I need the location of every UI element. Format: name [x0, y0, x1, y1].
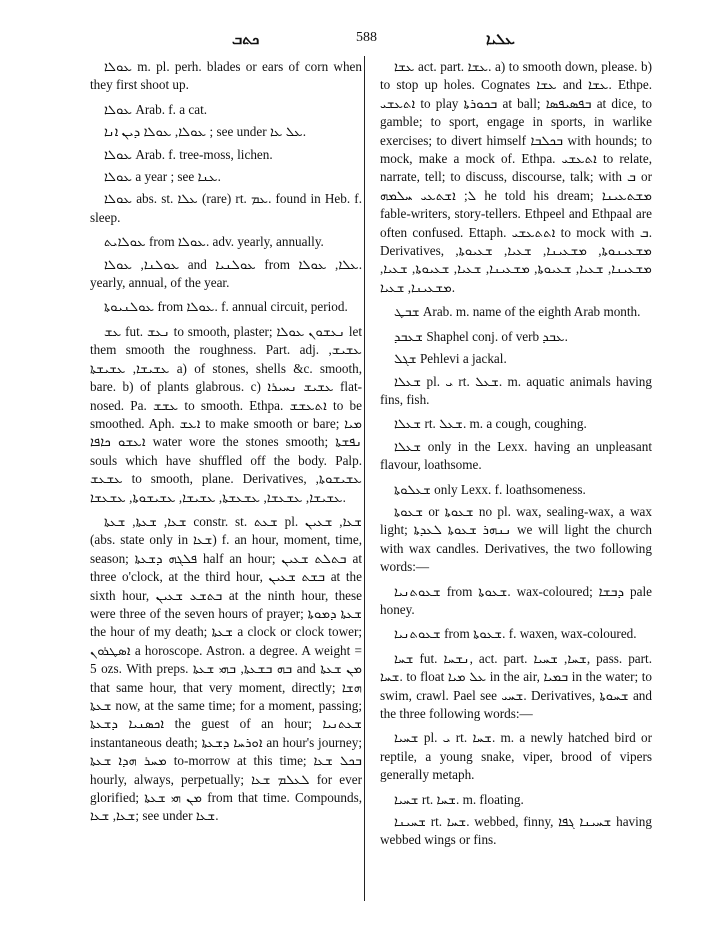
entry: ܥܘܠܢܐ, ܥܘܠܐ and ܥܘܠܢܝܐ from ܥܠܐ, ܥܘܠܐ. yearly, annual, of the year. — [90, 256, 362, 291]
entry: ܥܘܠܐܝܬ from ܥܘܠܐ. adv. yearly, annually. — [104, 234, 324, 250]
entry: ܫܥܘܬܐ or ܫܥܘܬܐ no pl. wax, sealing-wax, a wax light; ܢܢܗܪ ܫܥܘܬܐ ܠܥܕܬܐ we will light the church with wax candles. Derivatives, the two following words:— — [380, 503, 653, 575]
entry: ܫܓܠ Pehlevi a jackal. — [394, 351, 507, 367]
entry: ܫܥܠܘܬܐ only Lexx. f. loathsomeness. — [394, 481, 586, 497]
entry: ܥܘܠܐ m. pl. perh. blades or ears of corn when they first shoot up. — [90, 59, 362, 93]
entry: ܫܒܛ Arab. m. name of the eighth Arab month. — [394, 304, 641, 320]
left-column — [90, 58, 362, 832]
entry: ܥܘܠܐ Arab. f. tree-moss, lichen. — [104, 146, 273, 162]
right-column — [380, 58, 652, 856]
entry: ܥܫܐ act. part. ܥܫܐ. a) to smooth down, please. b) to stop up holes. Cognates ܥܫܐ and ܥܫܐ. Ethpe. ܐܬܥܫܝ to play ܒܟܘܪܬܐ at ball; ܒܦܣܝܦܣܐ at dice, to gamble; to sport, engage in sports, in warlike exercises; to divert himself ܒܟܠܒܐ with hounds; to mock, make a mock of. Ethpa. ܐܬܥܫܝ to relate, narrate, tell; to discuss, discourse, talk; with ܒ or ܠ; ܐܫܬܥܝ ܚܠܡܗ he told his dream; ܡܫܬܥܝܢܐ fable-writers, story-tellers. Ethpeel and Ethpaal are often confused. Ettaph. ܐܬܬܥܫܝ to mock with ܒ. Derivatives, ܡܫܥܝܢܘܬܐ, ܡܫܥܝܢܐ, ܫܥܝܐ, ܫܥܝܘܬܐ, ܡܫܥܝܢܐ, ܫܥܝܐ, ܫܥܝܘܬܐ, ܡܫܥܝܢܐ, ܫܥܝܐ, ܫܥܝܘܬܐ, ܫܥܝܐ, ܡܫܥܝܢܐ, ܫܥܝܐ. — [380, 59, 653, 295]
header-catchword-left: ܟܬܒ — [232, 30, 260, 48]
entry: ܥܘܠܐ a year ; see ܥܢܐ. — [104, 169, 221, 185]
entry: ܫܥܠܐ only in the Lexx. having an unpleasant flavour, loathsome. — [380, 438, 652, 473]
entry: ܫܥܠܐ rt. ܫܥܠ. m. a cough, coughing. — [394, 416, 587, 432]
entry: ܫܚܝܢܐ rt. ܫܚܐ. webbed, finny, ܫܚܝܢܐ ܓܦܐ having webbed wings or fins. — [380, 814, 652, 848]
entry: ܫܚܐ fut. ܢܫܚܐ, act. part. ܫܚܐ, ܫܚܝܐ, pass. part. ܫܚܐ. to float ܥܠ ܡܝܐ in the air, ܒܡܝܐ in the water; to swim, crawl. Pael see ܫܚܝ. Derivatives, ܫܚܘܬܐ and the three following words:— — [380, 650, 653, 721]
entry: ܥܘܠܐ, ܥܘܠܐ ܕܝܢ ܐܢܐ ; see under ܥܠ ܥܐ. — [104, 124, 307, 140]
column-divider — [364, 56, 365, 901]
header-catchword-right: ܥܠܝܐ — [486, 30, 515, 48]
page-number: 588 — [356, 30, 377, 45]
entry: ܫܥܘܬܢܝܐ from ܫܥܘܬܐ. wax-coloured; ܕܒܫܐ pale honey. — [380, 583, 652, 617]
entry: ܫܥܘܬܢܝܐ from ܫܥܘܬܐ. f. waxen, wax-coloured. — [394, 626, 637, 642]
entry: ܫܚܝܐ pl. ܝ rt. ܫܚܐ. m. a newly hatched bird or reptile, a young snake, viper, brood of vipers generally metaph. — [380, 730, 653, 783]
entry: ܫܥܐ, ܫܥܬܐ, ܫܥܬܐ constr. st. ܫܥܬ pl. ܫܥܐ, ܫܥܝܢ (abs. state only in ܫܥܐ) f. an hour, moment, time, season; ܦܠܓܗ ܕܫܥܬܐ half an hour; ܒܬܠܬ ܫܥܝܢ at three o'clock, at the third hour, ܒܫܬ ܫܥܝܢ at the sixth hour, ܒܬܫܥ ܫܥܝܢ at the ninth hour, these were three of the seven hours of prayer; ܫܥܬܐ ܕܡܘܬܐ the hour of my death; ܫܥܬܐ a clock or clock tower; ܐܣܛܪܘܢ a horoscope. Astron. a degree. A weight = 5 ozs. With preps. ܒܗ ܒܫܥܬܐ, ܒܗܝ ܫܥܬܐ and ܡܢ ܫܥܬܐ that same hour, that very moment, directly; ܗܫܐ ܫܥܬܐ now, at the same time; for a moment, passing; ܐܟܣܢܝܐ ܕܫܥܬܐ the guest of an hour; ܫܥܬܢܝܐ instantaneous death; ܐܘܪܚܐ ܕܫܥܬܐ an hour's journey; ܡܚܪ ܗܕܐ ܫܥܬܐ to-morrow at this time; ܒܟܠ ܫܥܐ hourly, always, perpetually; ܠܥܠܡ ܫܥܐ for ever glorified; ܡܢ ܗܝ ܫܥܬܐ from that time. Compounds, ܫܥܐ, ܫܥܐ; see under ܫܥܐ. — [90, 513, 363, 824]
entry: ܥܫ fut. ܢܥܫ to smooth, plaster; ܢܥܫܘܢ ܥܘܠܐ let them smooth the roughness. Part. adj. ܥܫܝܫ, ܥܫܝܫܐ, ܥܫܝܫܬܐ a) of stones, shells &c. smooth, bare. b) of plants glabrous. c) ܥܫܝܫ ܢܚܝܪܐ flat-nosed. Pa. ܥܫܫ to smooth. Ethpa. ܐܬܥܫܫ to be smoothed. Aph. ܐܥܫ to make smooth or bare; ܡܝܐ ܐܥܫܘ ܟܐܦܐ water wore the stones smooth; ܢܦܫܬܐ souls which have shuffled off the body. Palp. ܥܫܥܫ to smooth, plane. Derivatives, ܥܫܝܫܘܬܐ, ܥܫܝܫܐ, ܥܫܥܫܐ, ܥܫܥܫܬܐ, ܥܫܝܫܐ, ܥܫܝܫܘܬܐ, ܥܫܥܫܐ. — [90, 323, 363, 505]
entry: ܫܥܠܐ pl. ܝ rt. ܫܥܠ. m. aquatic animals having fins, fish. — [380, 373, 652, 407]
entry: ܫܚܝܐ rt. ܫܚܐ. m. floating. — [394, 791, 524, 807]
entry: ܥܘܠܢܝܘܬܐ from ܥܘܠܐ. f. annual circuit, period. — [104, 299, 348, 315]
entry: ܥܘܠܐ Arab. f. a cat. — [104, 101, 208, 117]
entry: ܫܥܒܕ Shaphel conj. of verb ܥܒܕ. — [394, 328, 568, 344]
entry: ܥܘܠܐ abs. st. ܥܠܐ (rare) rt. ܥܡ. found in Heb. f. sleep. — [90, 191, 362, 225]
